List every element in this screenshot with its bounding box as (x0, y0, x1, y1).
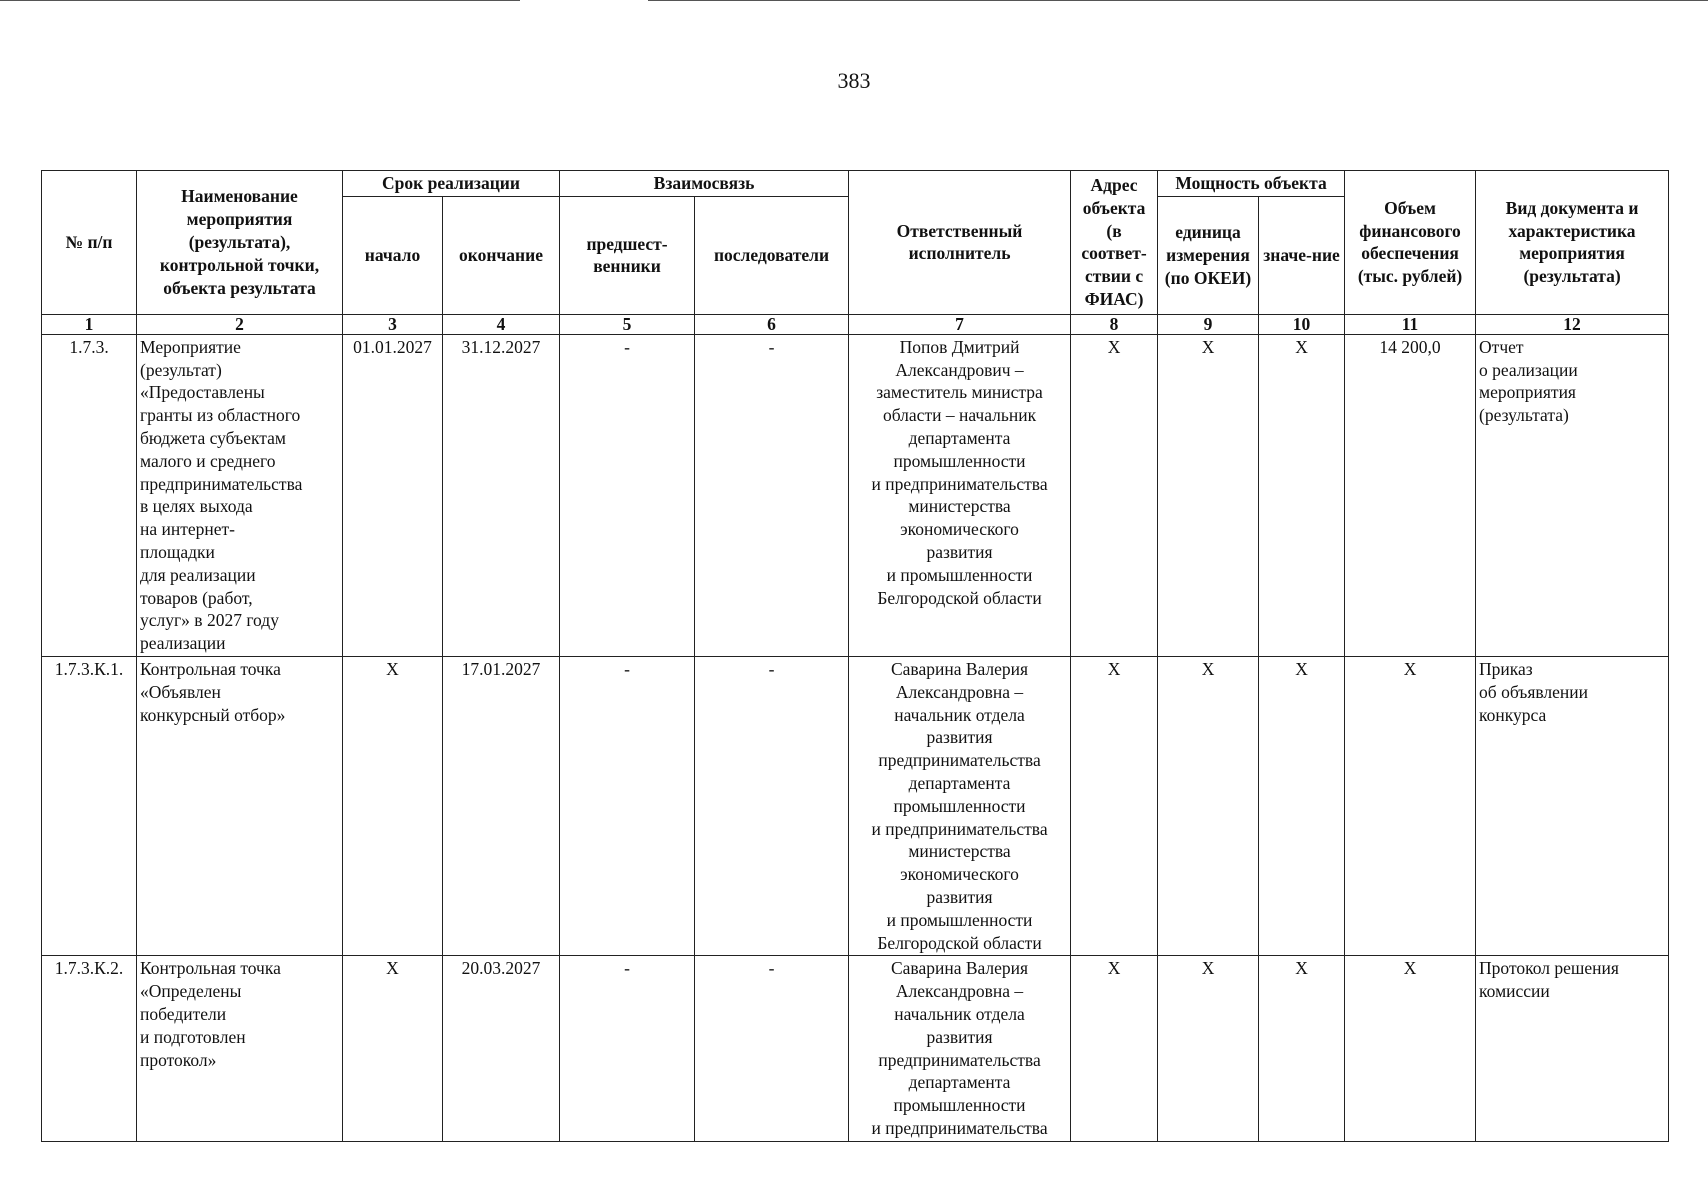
header-unit: единица измерения (по ОКЕИ) (1158, 196, 1259, 314)
header-predecessors: предшест-венники (560, 196, 695, 314)
row-finance: X (1345, 956, 1476, 1141)
table-row (42, 334, 1669, 656)
column-number: 1 (42, 314, 137, 334)
scan-top-edge-left (0, 0, 520, 1)
column-number: 10 (1259, 314, 1345, 334)
column-number: 7 (849, 314, 1071, 334)
header-link-group: Взаимосвязь (560, 171, 849, 197)
row-value: X (1259, 956, 1345, 1141)
table-row (42, 956, 1669, 1141)
row-start: X (343, 956, 443, 1141)
row-responsible: Саварина Валерия Александровна – начальник отдела развития предпринимательства департамента промышленности и предпринимательства (849, 956, 1071, 1141)
row-address: X (1071, 956, 1158, 1141)
header-row-1 (42, 171, 1669, 197)
header-term-group: Срок реализации (343, 171, 560, 197)
row-end: 17.01.2027 (443, 656, 560, 955)
column-number: 6 (695, 314, 849, 334)
row-predecessors: - (560, 334, 695, 656)
row-unit: X (1158, 334, 1259, 656)
scan-top-edge-right (648, 0, 1708, 1)
row-num: 1.7.3.К.1. (42, 656, 137, 955)
table-row (42, 656, 1669, 955)
row-responsible: Попов Дмитрий Александрович – заместитель министра области – начальник департамента промышленности и предпринимательства министерства экономического развития и промышленности Белгородской области (849, 334, 1071, 656)
row-unit: X (1158, 656, 1259, 955)
row-doc: Приказ об объявлении конкурса (1476, 656, 1669, 955)
row-end: 20.03.2027 (443, 956, 560, 1141)
header-capacity-group: Мощность объекта (1158, 171, 1345, 197)
column-number: 2 (137, 314, 343, 334)
column-number: 11 (1345, 314, 1476, 334)
row-successors: - (695, 956, 849, 1141)
row-finance: 14 200,0 (1345, 334, 1476, 656)
header-successors: последователи (695, 196, 849, 314)
column-number: 4 (443, 314, 560, 334)
header-name: Наименование мероприятия (результата), контрольной точки, объекта результата (137, 171, 343, 315)
header-finance: Объем финансового обеспечения (тыс. рублей) (1345, 171, 1476, 315)
row-address: X (1071, 656, 1158, 955)
column-number: 12 (1476, 314, 1669, 334)
row-name: Контрольная точка «Объявлен конкурсный отбор» (137, 656, 343, 955)
column-number: 5 (560, 314, 695, 334)
row-start: 01.01.2027 (343, 334, 443, 656)
row-responsible: Саварина Валерия Александровна – начальник отдела развития предпринимательства департамента промышленности и предпринимательства министерства экономического развития и промышленности Белгородской области (849, 656, 1071, 955)
row-name: Мероприятие (результат) «Предоставлены гранты из областного бюджета субъектам малого и среднего предпринимательства в целях выхода на интернет- площадки для реализации товаров (работ, услуг» в 2027 году реализации (137, 334, 343, 656)
header-doc-type: Вид документа и характеристика мероприятия (результата) (1476, 171, 1669, 315)
row-predecessors: - (560, 656, 695, 955)
row-address: X (1071, 334, 1158, 656)
row-predecessors: - (560, 956, 695, 1141)
page-number: 383 (837, 68, 871, 93)
plan-table (41, 170, 1669, 1142)
header-end: окончание (443, 196, 560, 314)
column-number: 3 (343, 314, 443, 334)
row-successors: - (695, 656, 849, 955)
row-finance: X (1345, 656, 1476, 955)
header-start: начало (343, 196, 443, 314)
row-end: 31.12.2027 (443, 334, 560, 656)
header-address: Адрес объекта (в соответ-ствии с ФИАС) (1071, 171, 1158, 315)
row-unit: X (1158, 956, 1259, 1141)
header-value: значе-ние (1259, 196, 1345, 314)
row-num: 1.7.3. (42, 334, 137, 656)
row-value: X (1259, 656, 1345, 955)
row-value: X (1259, 334, 1345, 656)
row-successors: - (695, 334, 849, 656)
header-num: № п/п (42, 171, 137, 315)
row-start: X (343, 656, 443, 955)
header-responsible: Ответственный исполнитель (849, 171, 1071, 315)
column-number: 8 (1071, 314, 1158, 334)
column-number: 9 (1158, 314, 1259, 334)
row-doc: Отчет о реализации мероприятия (результата) (1476, 334, 1669, 656)
row-num: 1.7.3.К.2. (42, 956, 137, 1141)
row-doc: Протокол решения комиссии (1476, 956, 1669, 1141)
row-name: Контрольная точка «Определены победители и подготовлен протокол» (137, 956, 343, 1141)
column-number-row (42, 314, 1669, 334)
